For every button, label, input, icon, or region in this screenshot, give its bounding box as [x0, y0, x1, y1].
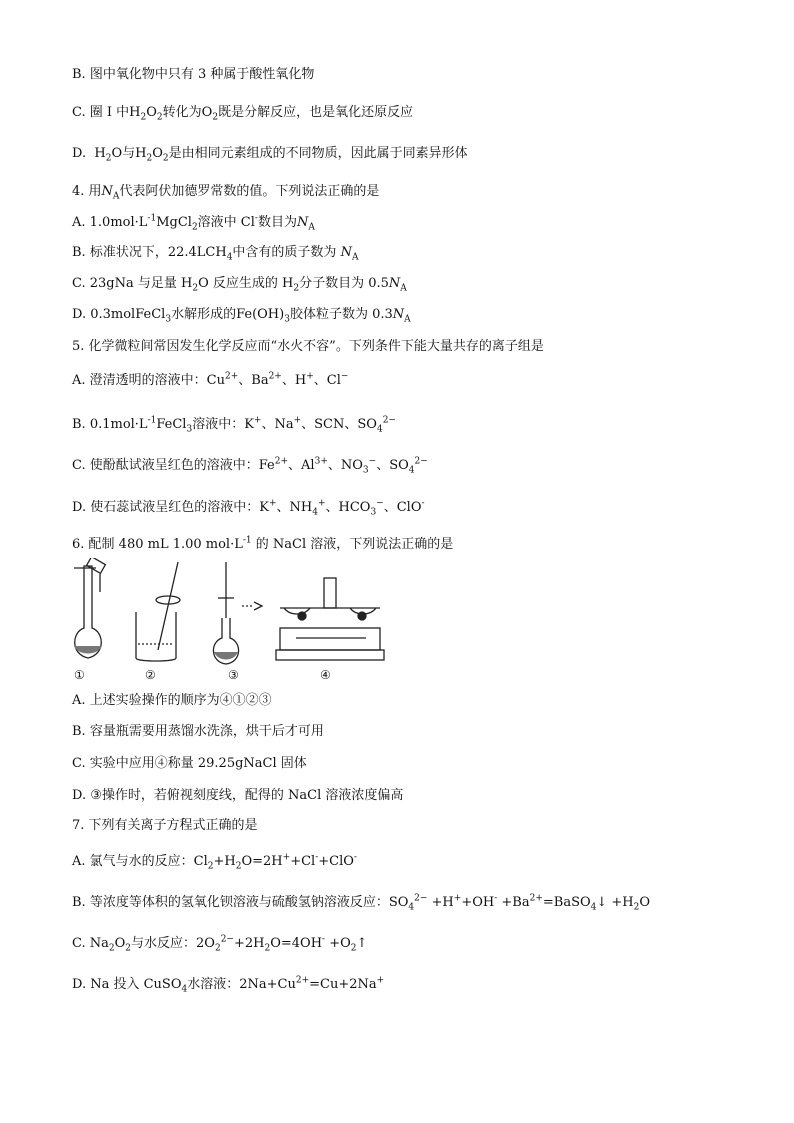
t: 、Na [261, 417, 294, 432]
t: A. 氯气与水的反应：Cl [72, 854, 208, 869]
t: O [639, 895, 651, 910]
t: D. Na 投入 CuSO [72, 977, 182, 992]
t: 、ClO [383, 500, 422, 515]
q4-stem-a: 4. 用 [72, 184, 102, 199]
sup: 2− [414, 456, 428, 467]
q4-option-a [72, 214, 315, 232]
na: N [392, 307, 405, 322]
sup: 3+ [314, 456, 328, 467]
q3-d-post: 是由相同元素组成的不同物质，因此属于同素异形体 [168, 146, 468, 161]
na: N [101, 184, 113, 199]
t: 、NO [327, 458, 363, 473]
sub: 2 [156, 112, 163, 123]
o: O [201, 105, 213, 120]
t: FeCl [156, 417, 187, 432]
t: +H [213, 854, 236, 869]
q7-option-c [72, 935, 367, 953]
sup: − [340, 371, 349, 382]
t: 、HCO [325, 500, 371, 515]
t: ↓ +H [596, 895, 634, 910]
t: A. 1.0mol·L [72, 215, 148, 230]
t: 水解形成的Fe(OH) [171, 307, 285, 322]
sup: - [322, 934, 326, 945]
sub: 4 [226, 252, 233, 263]
sub: 2 [140, 112, 147, 123]
sub: A [404, 314, 411, 325]
t: 溶液中 Cl [197, 215, 255, 230]
t: 、SO [344, 417, 377, 432]
t: +OH [461, 895, 495, 910]
q5-option-a [72, 372, 348, 390]
sub: 4 [312, 507, 318, 518]
sub: 4 [408, 465, 415, 476]
t: 、Al [288, 458, 315, 473]
t: 胶体粒子数为 0.3 [289, 307, 393, 322]
q7-option-b [72, 894, 650, 912]
sup: 2+ [274, 456, 289, 467]
sup: 2+ [224, 371, 239, 382]
sup: + [376, 975, 385, 986]
q4-option-b [72, 244, 358, 262]
q7-stem: 7. 下列有关离子方程式正确的是 [72, 818, 258, 833]
q4-option-d [72, 306, 411, 324]
caption-1: ① [74, 668, 85, 682]
volumetric-flask-pouring [74, 558, 105, 658]
h: H [129, 105, 141, 120]
t: 的 NaCl 溶液，下列说法正确的是 [251, 537, 454, 552]
o: O [146, 105, 157, 120]
sup: -1 [242, 535, 252, 546]
sup: - [353, 852, 357, 863]
q6-stem [72, 536, 453, 554]
sub: 2 [162, 153, 169, 164]
sup: + [453, 893, 462, 904]
q7-option-a [72, 853, 357, 871]
sub: 2 [293, 283, 300, 294]
sup: + [317, 498, 326, 509]
q3-option-c [72, 104, 413, 122]
t: 水溶液：2Na+Cu [187, 977, 296, 992]
h: H [94, 146, 106, 161]
t: D. 0.3molFeCl [72, 307, 166, 322]
sup: -1 [147, 213, 157, 224]
q3-c-post: 既是分解反应，也是氧化还原反应 [218, 105, 414, 120]
t: 与水反应：2O [131, 936, 215, 951]
t: O 反应生成的 H [198, 276, 294, 291]
sup: − [368, 456, 377, 467]
t: O [114, 936, 126, 951]
t: D. 使石蕊试液呈红色的溶液中：K [72, 500, 269, 515]
sup: + [293, 415, 302, 426]
q3-d-mid: 与 [122, 146, 136, 161]
sup: 2− [414, 893, 428, 904]
na: N [340, 245, 352, 260]
q3-option-d [72, 145, 468, 163]
sup: - [494, 893, 498, 904]
sup: + [282, 852, 291, 863]
q5-option-d [72, 499, 425, 517]
sub: 2 [108, 943, 115, 954]
q6-option-b: B. 容量瓶需要用蒸馏水洗涤，烘干后才可用 [72, 724, 324, 739]
sup: -1 [147, 415, 157, 426]
q4-option-c [72, 275, 407, 293]
t: B. 0.1mol·L [72, 417, 148, 432]
sub: 2 [235, 861, 242, 872]
caption-4: ④ [320, 668, 331, 682]
t: 中含有的质子数为 [232, 245, 337, 260]
sub: 3 [370, 507, 377, 518]
sup: 2− [382, 415, 396, 426]
caption-2: ② [145, 668, 156, 682]
t: 、H [281, 373, 307, 388]
beaker-stirring [136, 562, 180, 661]
q5-stem: 5. 化学微粒间常因发生化学反应而“水火不容”。下列条件下能大量共存的离子组是 [72, 339, 544, 354]
t: O=4OH [270, 936, 323, 951]
sub: 4 [590, 902, 597, 913]
sub: 2 [105, 153, 112, 164]
t: ↑ [356, 936, 368, 951]
q6-option-c: C. 实验中应用④称量 29.25gNaCl 固体 [72, 756, 307, 771]
t: +Ba [497, 895, 530, 910]
sup: - [254, 213, 258, 224]
q7-option-d [72, 976, 384, 994]
lab-apparatus-figure [66, 558, 396, 684]
t: 分子数目为 0.5 [299, 276, 389, 291]
sub: 4 [181, 984, 188, 995]
sub: 2 [214, 943, 221, 954]
sub: 2 [125, 943, 132, 954]
t: 、SCN [301, 417, 345, 432]
q3-option-b: B. 图中氧化物中只有 3 种属于酸性氧化物 [72, 67, 315, 82]
q6-option-a: A. 上述实验操作的顺序为④①②③ [72, 693, 272, 708]
t: B. 标准状况下，22.4LCH [72, 245, 227, 260]
t: 6. 配制 480 mL 1.00 mol·L [72, 537, 243, 552]
sub: 3 [186, 424, 193, 435]
t: O=2H [241, 854, 283, 869]
q6-option-d: D. ③操作时，若俯视刻度线，配得的 NaCl 溶液浓度偏高 [72, 788, 404, 803]
sub: 2 [192, 283, 199, 294]
sup: + [268, 498, 277, 509]
t: A. 澄清透明的溶液中：Cu [72, 373, 225, 388]
t: 数目为 [257, 215, 297, 230]
flask-with-dropper [213, 562, 262, 664]
sub: A [400, 283, 407, 294]
t: 、Cl [313, 373, 341, 388]
sub: 4 [376, 424, 383, 435]
sup: 2+ [529, 893, 543, 904]
sub: 4 [408, 902, 415, 913]
sup: + [253, 415, 262, 426]
sub: A [351, 252, 359, 263]
sub: 2 [633, 902, 640, 913]
o: O [111, 146, 123, 161]
sub: 2 [212, 112, 219, 123]
t: C. 23gNa 与足量 H [72, 276, 193, 291]
t: 、NH [276, 500, 313, 515]
t: =Cu+2Na [309, 977, 377, 992]
balance-scale [276, 578, 384, 660]
o: O [152, 146, 163, 161]
sub: 2 [191, 222, 198, 233]
t: +Cl [290, 854, 316, 869]
q3-d-pre: D. [72, 146, 87, 161]
q3-c-pre: C. 圈 I 中 [72, 105, 130, 120]
t: +ClO [318, 854, 354, 869]
sub: 3 [284, 314, 290, 325]
t: MgCl [156, 215, 192, 230]
t: 、SO [376, 458, 409, 473]
q5-option-b [72, 416, 396, 434]
h: H [135, 146, 147, 161]
t: C. 使酚酞试液呈红色的溶液中：Fe [72, 458, 275, 473]
sub: A [112, 191, 120, 202]
sup: 2+ [268, 371, 282, 382]
t: +2H [233, 936, 265, 951]
sub: 3 [165, 314, 172, 325]
na: N [296, 215, 309, 230]
na: N [388, 276, 401, 291]
sub: 2 [264, 943, 271, 954]
t: 、Ba [238, 373, 269, 388]
t: =BaSO [542, 895, 591, 910]
q3-c-mid: 转化为 [162, 105, 202, 120]
sub: A [308, 222, 315, 233]
sup: + [306, 371, 314, 382]
sup: - [421, 498, 425, 509]
sub: 2 [207, 861, 214, 872]
t: +H [427, 895, 454, 910]
t: C. Na [72, 936, 109, 951]
sub: 2 [146, 153, 153, 164]
sub: 3 [362, 465, 369, 476]
sup: - [315, 852, 319, 863]
q4-stem-b: 代表阿伏加德罗常数的值。下列说法正确的是 [119, 184, 380, 199]
sub: 2 [350, 943, 357, 954]
caption-3: ③ [228, 668, 239, 682]
t: +O [325, 936, 351, 951]
q5-option-c [72, 457, 428, 475]
q4-stem [72, 183, 379, 201]
sup: − [376, 498, 384, 509]
sup: 2+ [295, 975, 310, 986]
t: 溶液中：K [192, 417, 254, 432]
sup: 2− [220, 934, 234, 945]
t: B. 等浓度等体积的氢氧化钡溶液与硫酸氢钠溶液反应：SO [72, 895, 409, 910]
